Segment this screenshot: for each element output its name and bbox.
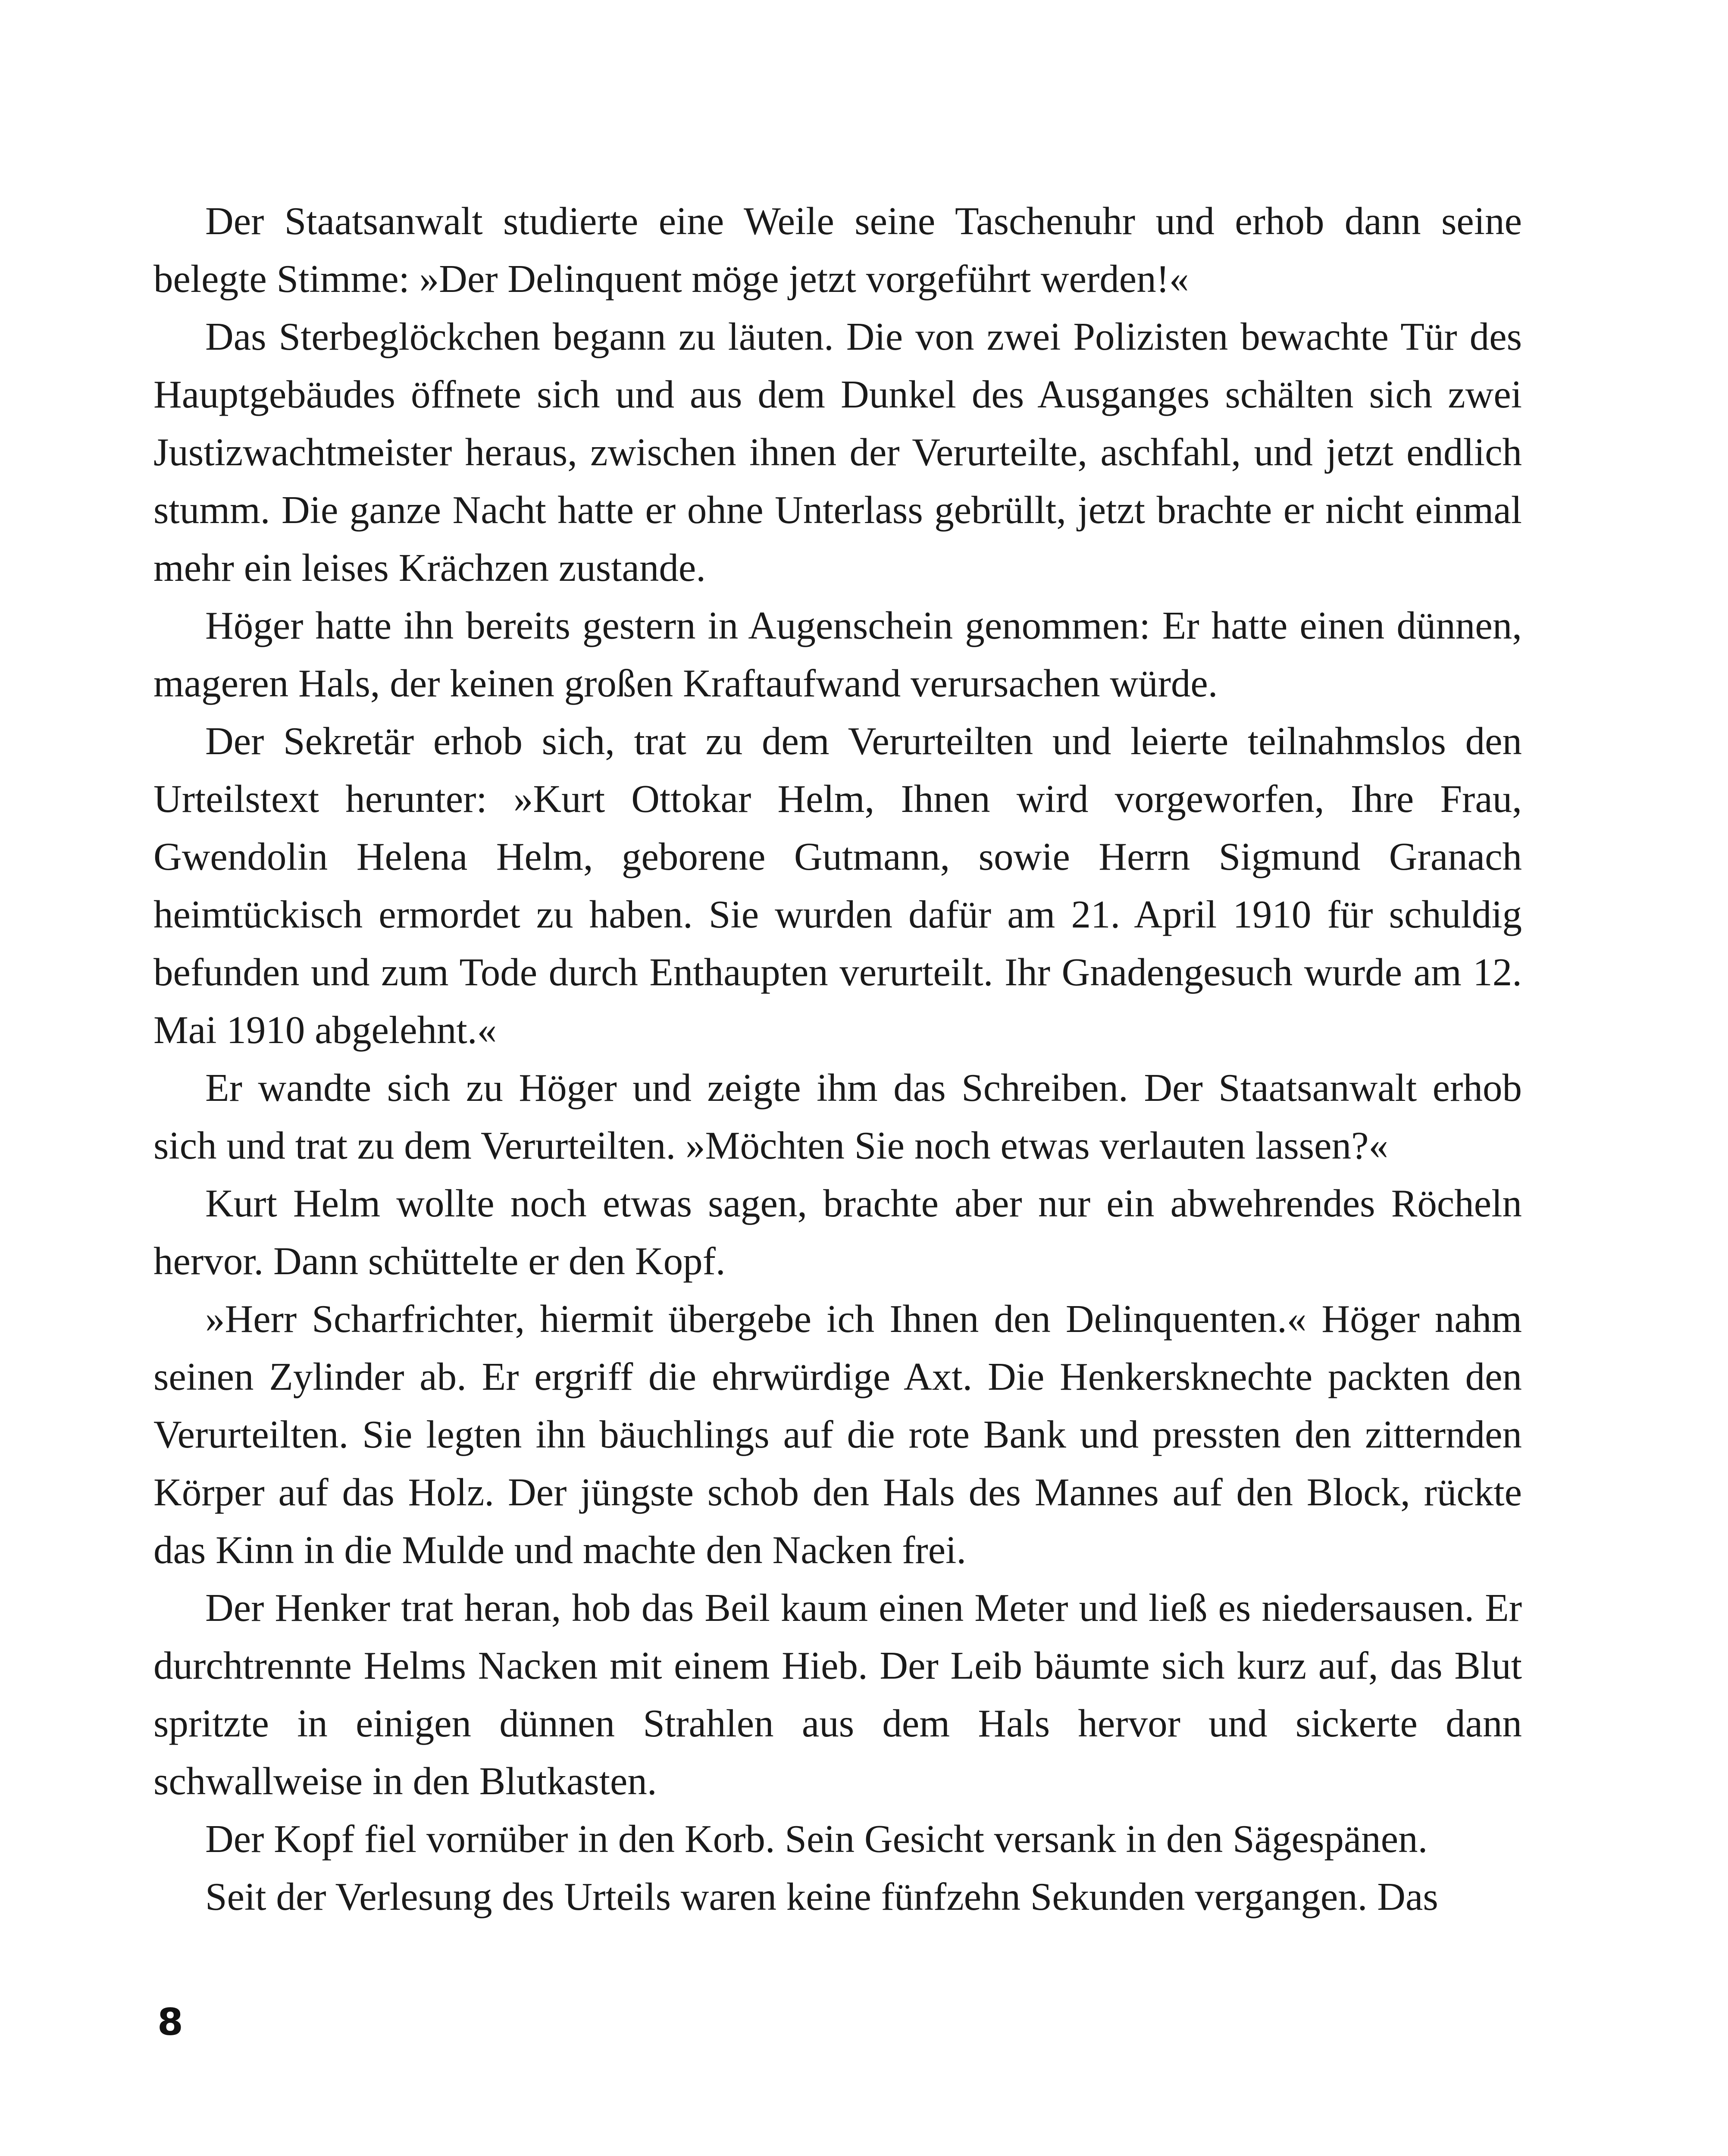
body-text xyxy=(153,192,1522,1926)
page-number: 8 xyxy=(157,2001,183,2044)
paragraph-3: Höger hatte ihn bereits gestern in Augenschein genommen: Er hatte einen dünnen, mageren Hals, der keinen großen Kraftaufwand verursachen würde. xyxy=(153,604,1522,705)
paragraph-1: Der Staatsanwalt studierte eine Weile seine Taschenuhr und erhob dann seine belegte Stimme: »Der Delinquent möge jetzt vorgeführt werden!« xyxy=(153,199,1522,301)
paragraph-7: »Herr Scharfrichter, hiermit übergebe ich Ihnen den Delinquenten.« Höger nahm seinen Zylinder ab. Er ergriff die ehrwürdige Axt. Die Henkersknechte packten den Verurteilten. Sie legten ihn bäuchlings auf die rote Bank und pressten den zitternden Körper auf das Holz. Der jüngste schob den Hals des Mannes auf den Block, rückte das Kinn in die Mulde und machte den Nacken frei. xyxy=(153,1297,1522,1572)
paragraph-9: Der Kopf fiel vornüber in den Korb. Sein Gesicht versank in den Sägespänen. xyxy=(205,1817,1428,1861)
paragraph-4: Der Sekretär erhob sich, trat zu dem Verurteilten und leierte teilnahmslos den Urteilstext herunter: »Kurt Ottokar Helm, Ihnen wird vorgeworfen, Ihre Frau, Gwendolin Helena Helm, geborene Gutmann, sowie Herrn Sigmund Granach heimtückisch ermordet zu haben. Sie wurden dafür am 21. April 1910 für schuldig befunden und zum Tode durch Enthaupten verurteilt. Ihr Gnadengesuch wurde am 12. Mai 1910 abgelehnt.« xyxy=(153,719,1522,1052)
paragraph-8: Der Henker trat heran, hob das Beil kaum einen Meter und ließ es niedersausen. Er durchtrennte Helms Nacken mit einem Hieb. Der Leib bäumte sich kurz auf, das Blut spritzte in einigen dünnen Strahlen aus dem Hals hervor und sickerte dann schwallweise in den Blutkasten. xyxy=(153,1586,1522,1803)
paragraph-10: Seit der Verlesung des Urteils waren keine fünfzehn Sekunden vergangen. Das xyxy=(205,1875,1438,1918)
paragraph-6: Kurt Helm wollte noch etwas sagen, brachte aber nur ein abwehrendes Röcheln hervor. Dann schüttelte er den Kopf. xyxy=(153,1181,1522,1283)
paragraph-5: Er wandte sich zu Höger und zeigte ihm das Schreiben. Der Staatsanwalt erhob sich und trat zu dem Verurteilten. »Möchten Sie noch etwas verlauten lassen?« xyxy=(153,1066,1522,1167)
paragraph-2: Das Sterbeglöckchen begann zu läuten. Die von zwei Polizisten bewachte Tür des Hauptgebäudes öffnete sich und aus dem Dunkel des Ausganges schälten sich zwei Justizwachtmeister heraus, zwischen ihnen der Verurteilte, aschfahl, und jetzt endlich stumm. Die ganze Nacht hatte er ohne Unterlass gebrüllt, jetzt brachte er nicht einmal mehr ein leises Krächzen zustande. xyxy=(153,315,1522,589)
